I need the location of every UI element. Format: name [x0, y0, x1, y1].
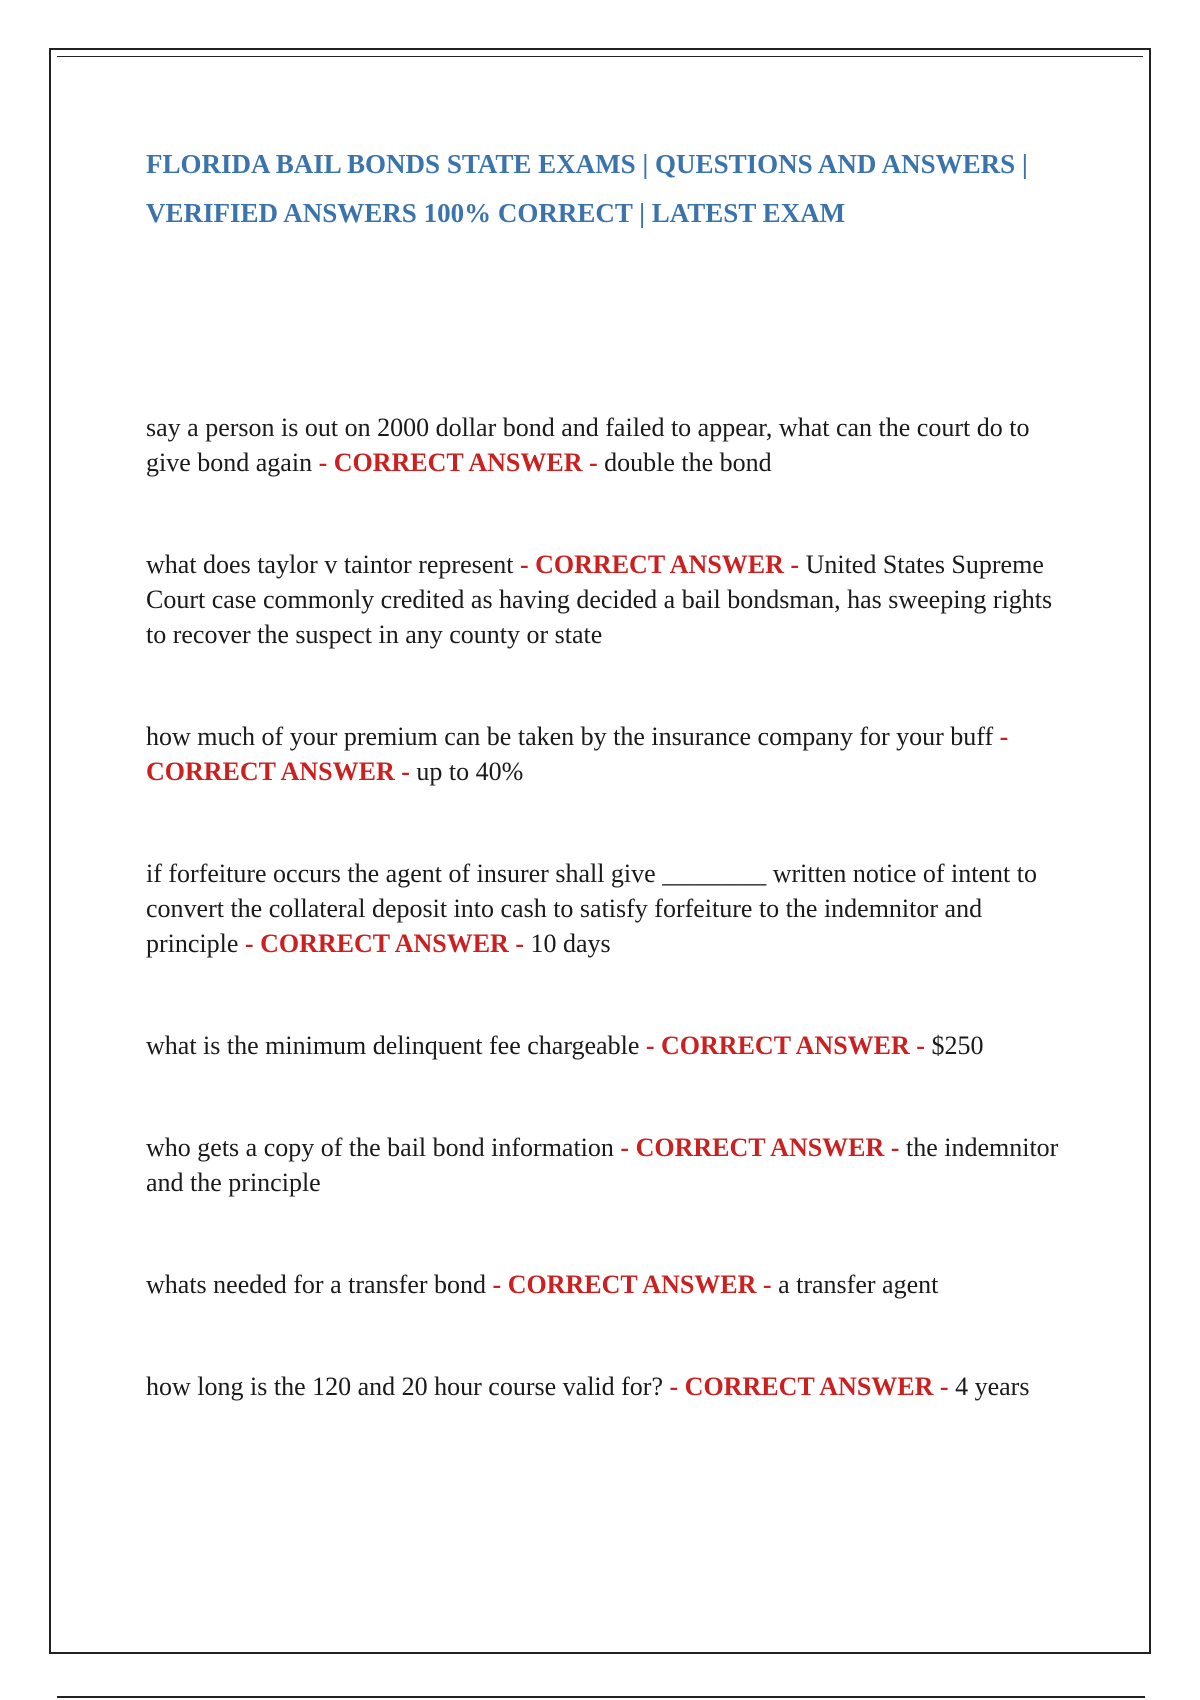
qa-item: [146, 1267, 1076, 1302]
qa-item: [146, 1130, 1076, 1200]
correct-answer-marker: - CORRECT ANSWER -: [318, 448, 598, 477]
answer-text: up to 40%: [416, 757, 524, 786]
correct-answer-marker: - CORRECT ANSWER -: [492, 1270, 772, 1299]
question-text: who gets a copy of the bail bond information: [146, 1133, 614, 1162]
qa-item: [146, 1369, 1076, 1404]
question-text: say a person is out on 2000 dollar bond and failed to appear, what can the court do to give bond again: [146, 413, 1030, 477]
correct-answer-marker: - CORRECT ANSWER -: [520, 550, 800, 579]
answer-text: double the bond: [604, 448, 772, 477]
question-text: how long is the 120 and 20 hour course valid for?: [146, 1372, 664, 1401]
answer-text: United States Supreme Court case commonly credited as having decided a bail bondsman, has sweeping rights to recover the suspect in any county or state: [146, 550, 1053, 649]
qa-item: [146, 1028, 1076, 1063]
correct-answer-marker: - CORRECT ANSWER -: [620, 1133, 900, 1162]
answer-text: a transfer agent: [778, 1270, 939, 1299]
answer-text: 4 years: [955, 1372, 1030, 1401]
question-text: whats needed for a transfer bond: [146, 1270, 487, 1299]
qa-item: [146, 547, 1076, 652]
question-text: what is the minimum delinquent fee chargeable: [146, 1031, 640, 1060]
correct-answer-marker: - CORRECT ANSWER -: [669, 1372, 949, 1401]
qa-item: [146, 719, 1076, 789]
correct-answer-marker: - CORRECT ANSWER -: [146, 722, 1009, 786]
answer-text: $250: [931, 1031, 984, 1060]
answer-text: the indemnitor and the principle: [146, 1133, 1059, 1197]
correct-answer-marker: - CORRECT ANSWER -: [645, 1031, 925, 1060]
document-title: FLORIDA BAIL BONDS STATE EXAMS | QUESTIONS AND ANSWERS | VERIFIED ANSWERS 100% CORRECT | LATEST EXAM: [146, 149, 1028, 228]
question-text: if forfeiture occurs the agent of insurer shall give ________ written notice of intent to convert the collateral deposit into cash to satisfy forfeiture to the indemnitor and principle: [146, 859, 1037, 958]
question-text: how much of your premium can be taken by the insurance company for your buff: [146, 722, 994, 751]
qa-item: [146, 856, 1076, 961]
question-text: what does taylor v taintor represent: [146, 550, 514, 579]
qa-list: [146, 410, 1076, 1404]
bottom-rule: [57, 1696, 1145, 1698]
answer-text: 10 days: [530, 929, 611, 958]
top-rule: [57, 56, 1143, 57]
correct-answer-marker: - CORRECT ANSWER -: [244, 929, 524, 958]
qa-item: [146, 410, 1076, 480]
